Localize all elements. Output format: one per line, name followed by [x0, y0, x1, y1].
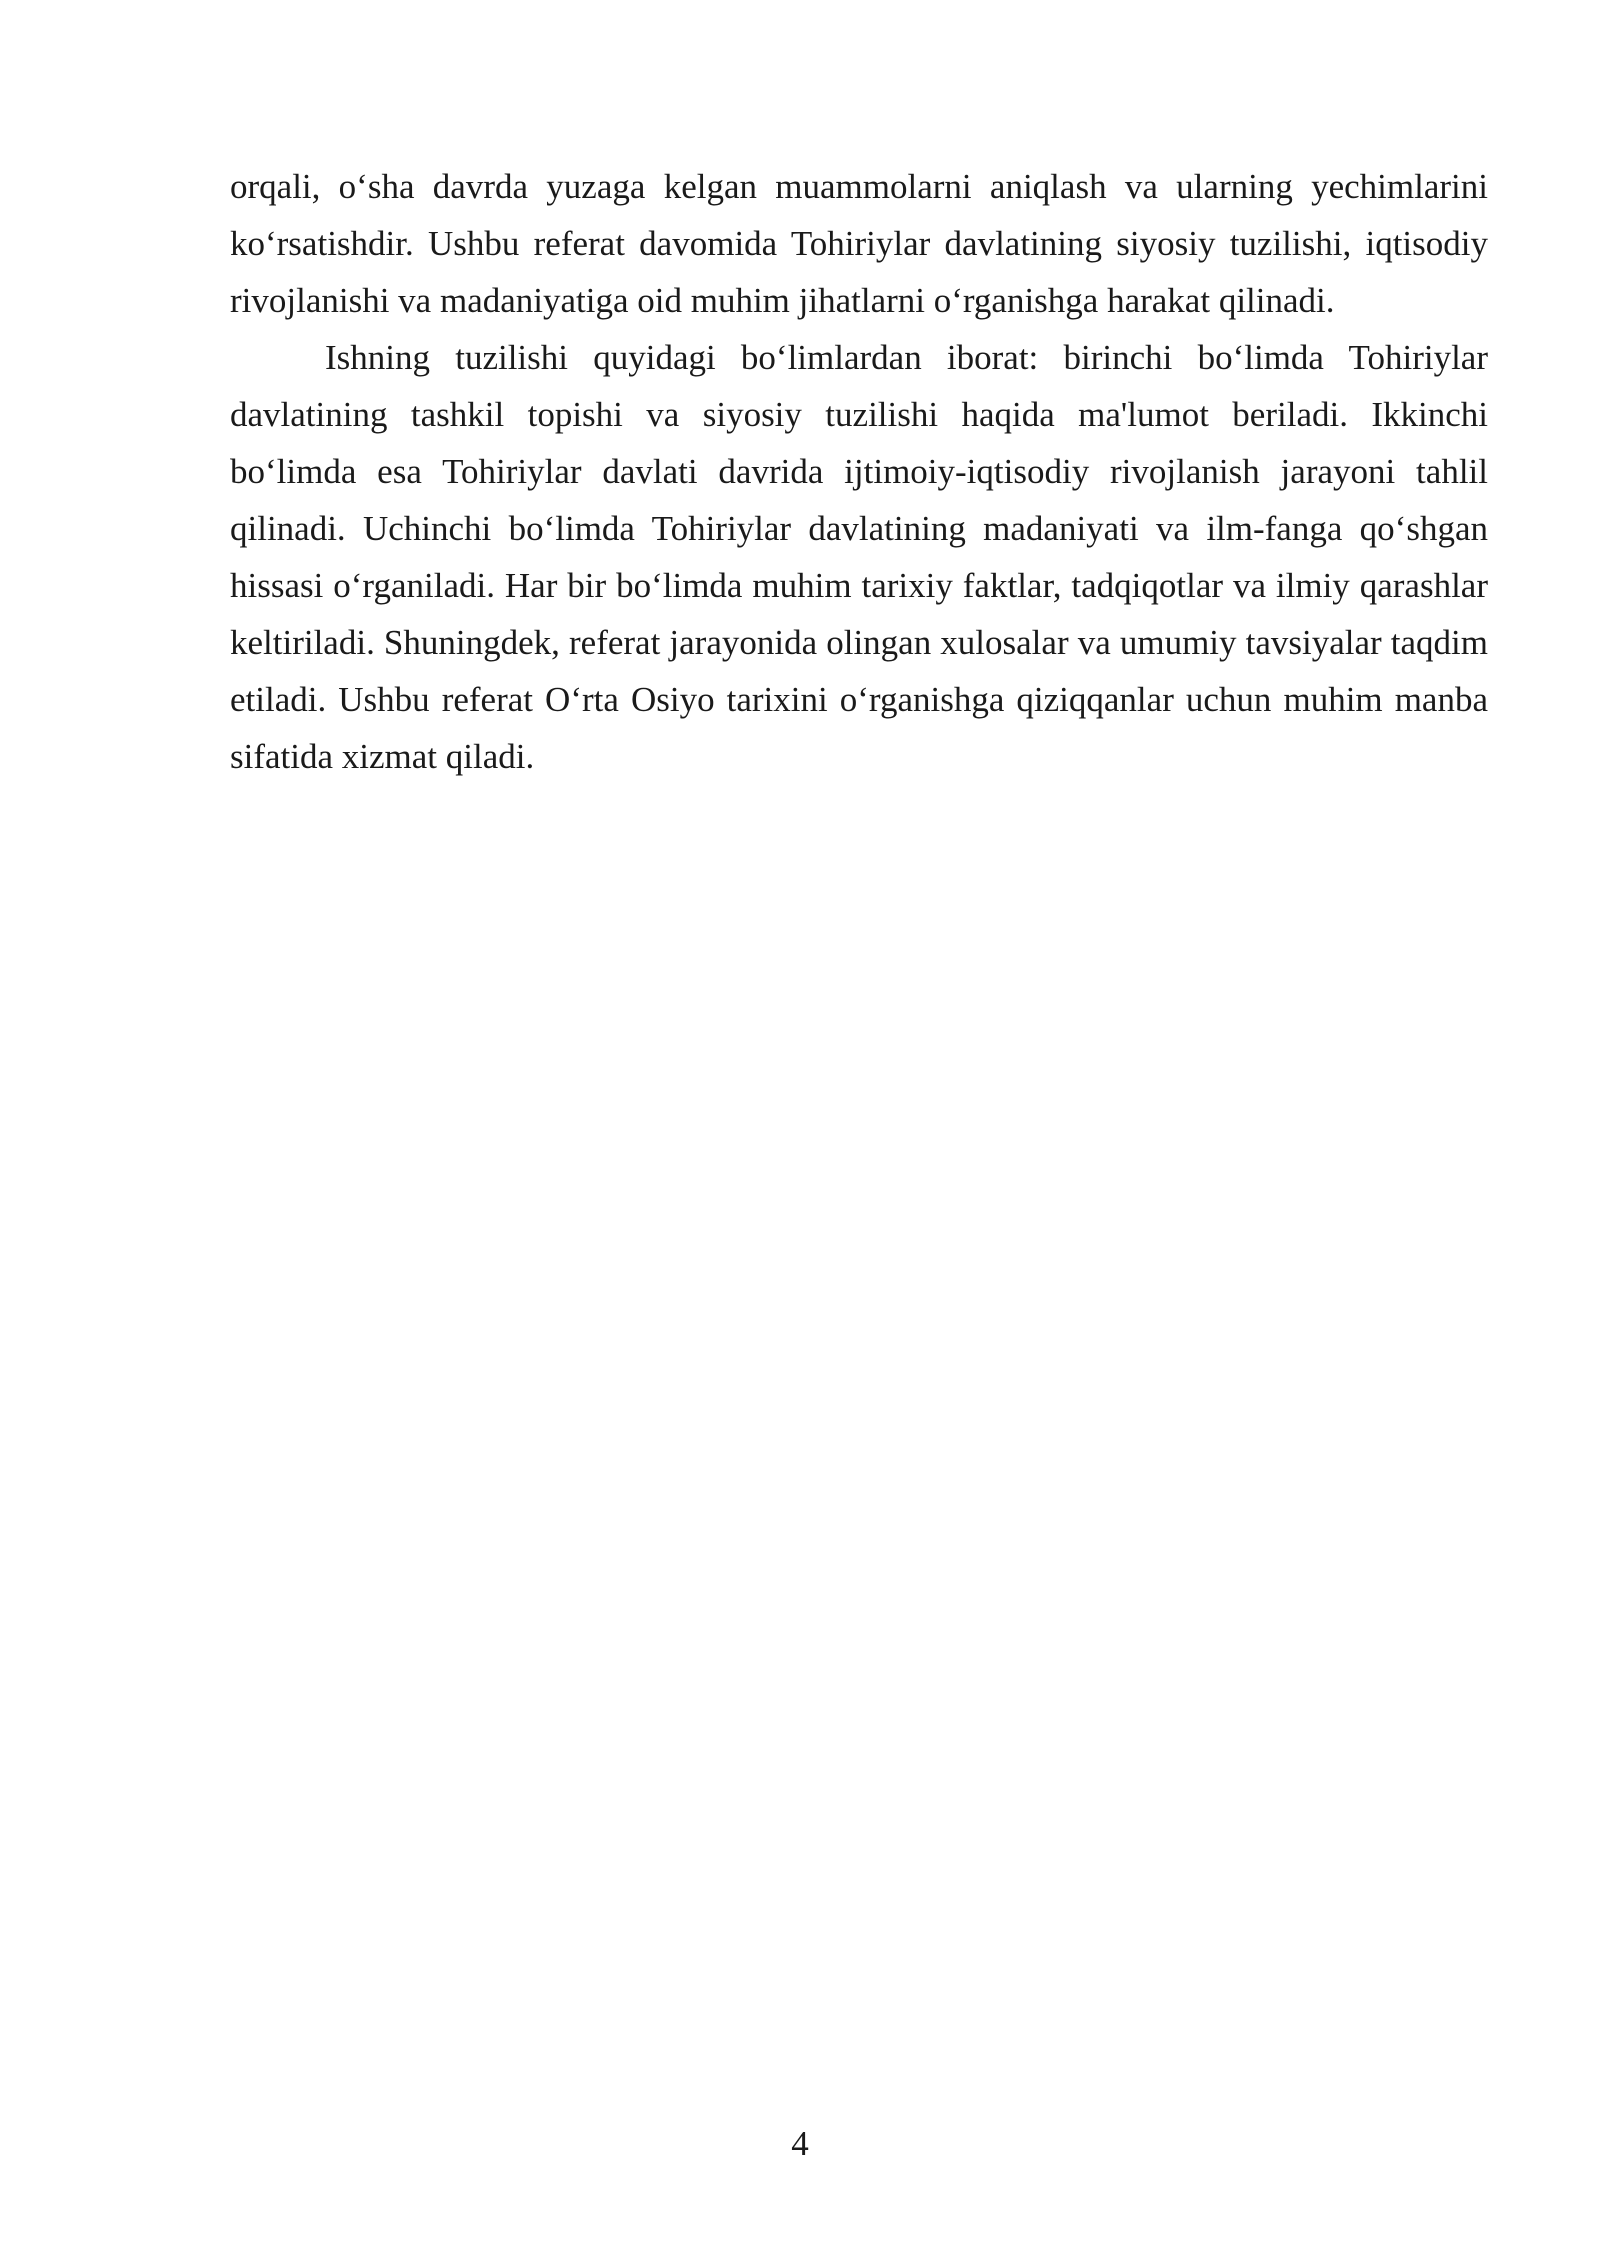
paragraph-continuation: orqali, o‘sha davrda yuzaga kelgan muammolarni aniqlash va ularning yechimlarini ko‘rsatishdir. Ushbu referat davomida Tohiriylar davlatining siyosiy tuzilishi, iqtisodiy rivojlanishi va madaniyatiga oid muhim jihatlarni o‘rganishga harakat qilinadi.	[230, 167, 1488, 320]
page-body	[230, 158, 1488, 785]
page-number: 4	[791, 2124, 809, 2163]
paragraph-structure: Ishning tuzilishi quyidagi bo‘limlardan iborat: birinchi bo‘limda Tohiriylar davlatining tashkil topishi va siyosiy tuzilishi haqida ma'lumot beriladi. Ikkinchi bo‘limda esa Tohiriylar davlati davrida ijtimoiy-iqtisodiy rivojlanish jarayoni tahlil qilinadi. Uchinchi bo‘limda Tohiriylar davlatining madaniyati va ilm-fanga qo‘shgan hissasi o‘rganiladi. Har bir bo‘limda muhim tarixiy faktlar, tadqiqotlar va ilmiy qarashlar keltiriladi. Shuningdek, referat jarayonida olingan xulosalar va umumiy tavsiyalar taqdim etiladi. Ushbu referat O‘rta Osiyo tarixini o‘rganishga qiziqqanlar uchun muhim manba sifatida xizmat qiladi.	[230, 338, 1488, 776]
